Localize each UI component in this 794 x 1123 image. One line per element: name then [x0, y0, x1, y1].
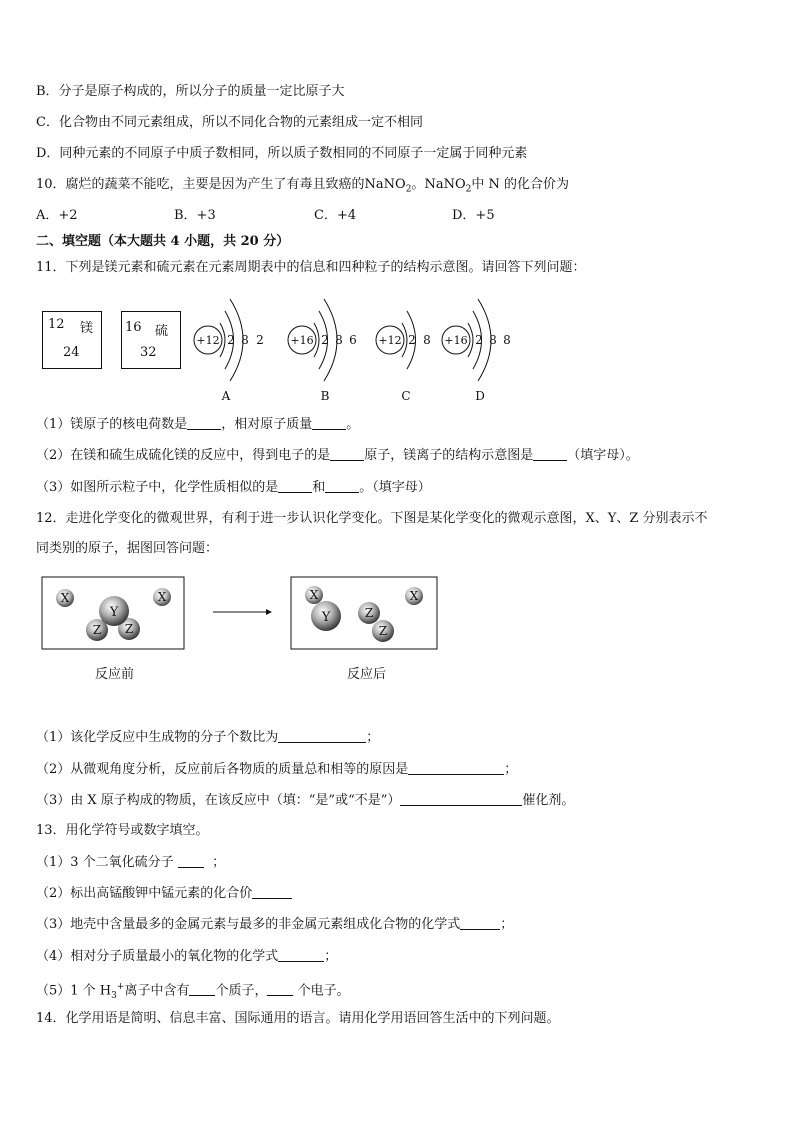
y-atom [311, 601, 341, 631]
y-atom [99, 596, 129, 626]
q10-option-a[interactable]: A．+2 [36, 208, 78, 223]
answer-blank[interactable] [533, 446, 567, 461]
answer-blank[interactable] [460, 915, 500, 930]
q13-part-5: （5）1 个 $H_3^+$离子中含有 个质子， 个电子。 [36, 982, 350, 1001]
svg-text:Z: Z [92, 623, 102, 637]
element-box-mg [42, 311, 102, 369]
q10-option-b[interactable]: B．+3 [174, 208, 216, 223]
answer-blank[interactable] [189, 981, 215, 996]
shell-electrons: 2 [256, 333, 264, 347]
svg-text:X: X [60, 591, 70, 605]
diagram-label: B [320, 389, 330, 403]
x-atom [305, 586, 323, 604]
answer-blank[interactable] [278, 947, 324, 962]
svg-text:Z: Z [124, 622, 134, 636]
section-heading: 二、填空题（本大题共 4 小题，共 20 分） [36, 234, 290, 249]
shell-electrons: 8 [423, 333, 431, 347]
answer-blank[interactable] [325, 478, 359, 493]
q10-option-c[interactable]: C．+4 [314, 208, 357, 223]
question-14: 14．化学用语是简明、信息丰富、国际通用的语言。请用化学用语回答生活中的下列问题。 [36, 1011, 560, 1026]
element-symbol: 硫 [155, 324, 169, 339]
svg-text:Z: Z [364, 606, 374, 620]
after-caption: 反应后 [347, 667, 387, 682]
nucleus-label: +16 [444, 334, 468, 347]
atomic-mass: 24 [63, 345, 80, 360]
q13-part-2: （2）标出高锰酸钾中锰元素的化合价 [36, 884, 292, 903]
svg-text:X: X [309, 588, 319, 602]
question-10-options [36, 207, 736, 225]
answer-blank[interactable] [408, 760, 504, 775]
answer-blank[interactable] [267, 981, 293, 996]
shell-electrons: 8 [241, 333, 249, 347]
answer-blank[interactable] [278, 728, 366, 743]
shell-electrons: 2 [227, 333, 235, 347]
q13-part-1: （1）3 个二氧化硫分子 ； [36, 855, 226, 870]
q12-part-2: （2）从微观角度分析，反应前后各物质的质量总和相等的原因是 ； [36, 762, 518, 777]
shell-electrons: 8 [503, 333, 511, 347]
shell-electrons: 2 [408, 333, 416, 347]
q13-part-4: （4）相对分子质量最小的氧化物的化学式 ； [36, 949, 338, 964]
answer-blank[interactable] [187, 415, 221, 430]
diagram-label: C [401, 389, 411, 403]
atom-diagram-c [376, 311, 431, 403]
atomic-number: 16 [125, 320, 142, 335]
z-atom [372, 620, 394, 642]
z-atom [358, 602, 380, 624]
q11-part-3: （3）如图所示粒子中，化学性质相似的是 和 。（填字母） [36, 480, 431, 495]
reaction-diagram [40, 574, 450, 654]
nucleus-label: +12 [196, 334, 220, 347]
diagram-label: A [221, 389, 231, 403]
before-caption: 反应前 [95, 667, 135, 682]
atom-diagram-d [442, 299, 511, 403]
svg-text:X: X [409, 589, 419, 603]
answer-blank[interactable] [252, 884, 292, 899]
element-symbol: 镁 [80, 321, 94, 336]
answer-blank[interactable] [330, 446, 364, 461]
atomic-mass: 32 [140, 345, 157, 360]
atomic-number: 12 [48, 317, 65, 332]
q9-option-d: D．同种元素的不同原子中质子数相同，所以质子数相同的不同原子一定属于同种元素 [36, 146, 528, 161]
atom-structure-diagrams [180, 285, 540, 410]
svg-text:Y: Y [109, 605, 119, 620]
shell-electrons: 6 [349, 333, 357, 347]
nucleus-label: +12 [378, 334, 402, 347]
shell-electrons: 8 [489, 333, 497, 347]
svg-text:X: X [157, 590, 167, 604]
diagram-label: D [475, 389, 485, 403]
arrowhead-icon [266, 609, 272, 615]
answer-blank[interactable] [400, 791, 522, 806]
atom-diagram-a [194, 299, 264, 403]
question-13: 13．用化学符号或数字填空。 [36, 823, 209, 838]
q10-option-d: D．+5 [452, 208, 495, 223]
x-atom [405, 587, 423, 605]
question-11: 11．下列是镁元素和硫元素在元素周期表中的信息和四种粒子的结构示意图。请回答下列问题： [36, 260, 586, 275]
answer-blank[interactable] [178, 853, 204, 868]
svg-text:Z: Z [378, 624, 388, 638]
q13-part-3: （3）地壳中含量最多的金属元素与最多的非金属元素组成化合物的化学式 ； [36, 917, 514, 932]
q12-part-3: （3）由 X 原子构成的物质，在该反应中（填：“是”或“不是”） 催化剂。 [36, 793, 575, 808]
q11-part-1: （1）镁原子的核电荷数是 ，相对原子质量 。 [36, 417, 360, 432]
answer-blank[interactable] [278, 478, 312, 493]
x-atom [153, 588, 171, 606]
shell-electrons: 2 [475, 333, 483, 347]
x-atom [56, 589, 74, 607]
q9-option-c: C．化合物由不同元素组成，所以不同化合物的元素组成一定不相同 [36, 115, 423, 130]
atom-diagram-b [288, 299, 357, 403]
question-12-line-2: 同类别的原子，据图回答问题： [36, 541, 219, 556]
svg-text:Y: Y [321, 610, 331, 625]
shell-electrons: 2 [321, 333, 329, 347]
answer-blank[interactable] [312, 415, 346, 430]
shell-electrons: 8 [335, 333, 343, 347]
q11-part-2: （2）在镁和硫生成硫化镁的反应中，得到电子的是 原子，镁离子的结构示意图是 （填字母）。 [36, 448, 639, 463]
question-10: 10．腐烂的蔬菜不能吃，主要是因为产生了有毒且致癌的NaNO$_2$。NaNO$_2$中 N 的化合价为 [36, 177, 569, 195]
element-box-s [121, 311, 181, 369]
question-12-line-1: 12．走进化学变化的微观世界，有利于进一步认识化学变化。下图是某化学变化的微观示意图，X、Y、Z 分别表示不 [36, 511, 708, 526]
q9-option-b: B．分子是原子构成的，所以分子的质量一定比原子大 [36, 84, 345, 99]
q12-part-1: （1）该化学反应中生成物的分子个数比为 ； [36, 730, 380, 745]
nucleus-label: +16 [290, 334, 314, 347]
